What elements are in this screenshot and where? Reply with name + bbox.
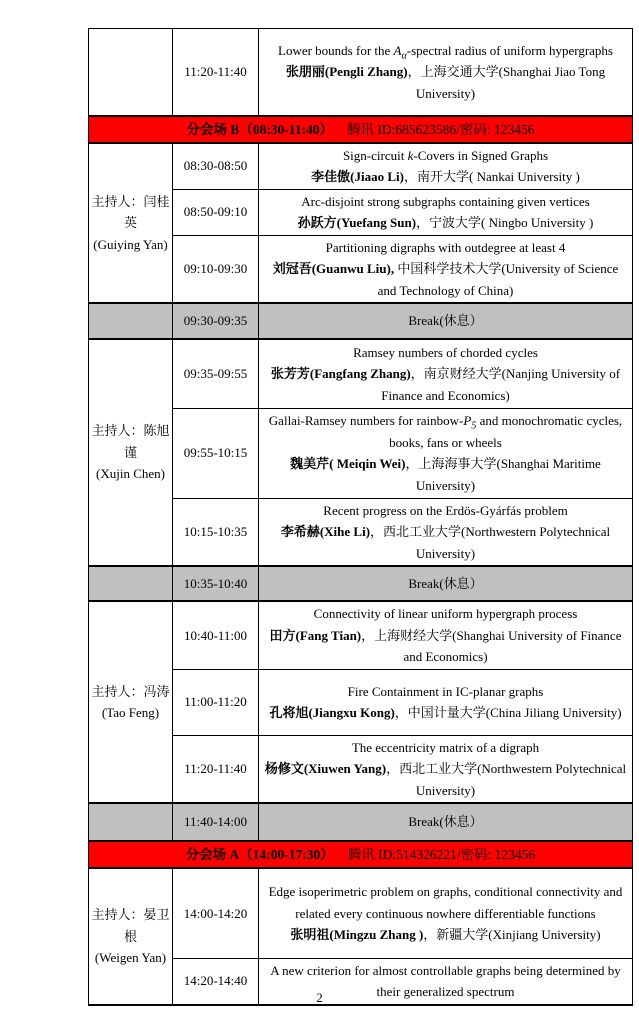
break-row <box>89 566 633 601</box>
talk-cell <box>259 143 633 190</box>
time-cell: 09:10-09:30 <box>173 235 259 303</box>
speaker-affiliation: 中国科学技术大学(University of Science and Technology of China) <box>377 261 619 298</box>
speaker-affiliation: ，新疆大学(Xinjiang University) <box>423 927 601 942</box>
talk-title <box>264 145 627 167</box>
speaker-affiliation: ，南京财经大学(Nanjing University of Finance and Economics) <box>381 366 621 403</box>
time-cell: 10:40-11:00 <box>173 601 259 669</box>
title-text: Lower bounds for the <box>278 42 394 58</box>
talk-cell <box>259 29 633 116</box>
time-cell: 10:15-10:35 <box>173 498 259 566</box>
talk-title <box>264 737 627 759</box>
talk-cell <box>259 189 633 235</box>
chair-cell <box>89 143 173 304</box>
session-banner-cell <box>89 116 633 143</box>
title-text: Partitioning digraphs with outdegree at least 4 <box>325 239 566 255</box>
speaker-name: 孔将旭(Jiangxu Kong) <box>269 705 395 720</box>
break-row <box>89 303 633 339</box>
title-text: -Covers in Signed Graphs <box>413 147 549 163</box>
chair-cell <box>89 601 173 803</box>
break-chair-cell <box>89 303 173 339</box>
chair-cell <box>89 868 173 1005</box>
time-cell: 09:55-10:15 <box>173 408 259 498</box>
speaker-name: 张芳芳(Fangfang Zhang) <box>270 366 411 381</box>
session-banner-title: 分会场 A（14:00-17:30） <box>185 847 334 862</box>
break-chair-cell <box>89 566 173 601</box>
speaker-affiliation: ，西北工业大学(Northwestern Polytechnical University) <box>370 524 611 561</box>
talk-cell <box>259 868 633 958</box>
title-math-sub: 5 <box>471 420 477 432</box>
title-math-var: A <box>393 42 402 58</box>
speaker-name: 李希赫(Xihe Li) <box>280 524 371 539</box>
talk-speaker-line <box>264 924 627 946</box>
title-text: Connectivity of linear uniform hypergraph process <box>313 606 578 621</box>
break-label-cell: Break(休息） <box>259 803 633 841</box>
speaker-name: 杨修文(Xiuwen Yang) <box>264 761 387 776</box>
time-cell: 08:50-09:10 <box>173 189 259 235</box>
speaker-name: 刘冠吾(Guanwu Liu), <box>272 261 395 276</box>
session-banner-meeting-info: 腾讯 ID:514326221/密码: 123456 <box>347 847 536 862</box>
chair-name-en: (Guiying Yan) <box>93 236 168 252</box>
break-row <box>89 803 633 841</box>
break-time-cell: 10:35-10:40 <box>173 566 259 601</box>
speaker-name: 李佳傲(Jiaao Li) <box>311 169 404 184</box>
talk-title <box>264 40 627 62</box>
title-text: and monochromatic cycles, books, fans or wheels <box>389 413 623 450</box>
talk-title <box>264 681 627 703</box>
time-cell: 11:20-11:40 <box>173 735 259 803</box>
title-text: Fire Containment in IC-planar graphs <box>347 683 544 699</box>
talk-speaker-line <box>264 702 627 724</box>
talk-row <box>89 868 633 958</box>
time-cell: 14:20-14:40 <box>173 958 259 1005</box>
session-banner-a <box>89 841 633 868</box>
title-text: A new criterion for almost controllable graphs being determined by their generalized spectrum <box>270 962 621 999</box>
session-banner-b <box>89 116 633 143</box>
time-cell: 11:20-11:40 <box>173 29 259 116</box>
chair-name-cn: 主持人：晏卫根 <box>91 907 170 944</box>
chair-name-cn: 主持人：冯涛 <box>91 683 170 699</box>
time-cell: 09:35-09:55 <box>173 339 259 408</box>
speaker-name: 张朋丽(Pengli Zhang) <box>285 64 408 79</box>
talk-row <box>89 339 633 408</box>
chair-name-en: (Tao Feng) <box>101 705 160 720</box>
speaker-affiliation: ，上海交通大学(Shanghai Jiao Tong University) <box>407 64 606 101</box>
talk-title <box>264 500 627 522</box>
talk-speaker-line <box>264 61 627 104</box>
break-time-cell: 09:30-09:35 <box>173 303 259 339</box>
title-text: -spectral radius of uniform hypergraphs <box>406 42 613 58</box>
chair-name-cn: 主持人：陈旭谨 <box>91 423 170 460</box>
session-banner-title: 分会场 B（08:30-11:40） <box>186 121 334 137</box>
break-chair-cell <box>89 803 173 841</box>
chair-cell <box>89 339 173 566</box>
title-text: Ramsey numbers of chorded cycles <box>353 344 538 360</box>
page-number: 2 <box>316 990 323 1005</box>
talk-speaker-line <box>264 166 627 188</box>
talk-speaker-line <box>264 453 627 496</box>
speaker-name: 魏美芹( Meiqin Wei) <box>290 456 406 471</box>
talk-speaker-line <box>264 521 627 564</box>
title-text: Arc-disjoint strong subgraphs containing given vertices <box>301 193 590 209</box>
talk-title <box>264 881 627 924</box>
time-cell: 14:00-14:20 <box>173 868 259 958</box>
talk-speaker-line <box>264 212 627 234</box>
talk-speaker-line <box>264 758 627 801</box>
session-banner-cell <box>89 841 633 868</box>
talk-speaker-line <box>264 258 627 301</box>
title-math-sub: α <box>401 50 407 62</box>
speaker-name: 田方(Fang Tian) <box>269 627 362 643</box>
talk-cell <box>259 735 633 803</box>
talk-cell <box>259 669 633 735</box>
speaker-affiliation: ，中国计量大学(China Jiliang University) <box>394 705 622 720</box>
talk-title <box>264 237 627 259</box>
conference-schedule-table <box>88 28 633 1006</box>
speaker-name: 孙跃方(Yuefang Sun) <box>297 215 417 230</box>
time-cell: 11:00-11:20 <box>173 669 259 735</box>
title-text: Recent progress on the Erdös-Gyárfás problem <box>323 502 568 518</box>
session-banner-meeting-info: 腾讯 ID:685623586/密码: 123456 <box>347 121 535 137</box>
chair-name-en: (Weigen Yan) <box>94 950 167 965</box>
talk-speaker-line <box>264 363 627 406</box>
talk-speaker-line <box>264 625 627 668</box>
speaker-name: 张明祖(Mingzu Zhang ) <box>290 927 424 942</box>
talk-cell <box>259 408 633 498</box>
talk-cell <box>259 235 633 303</box>
talk-cell <box>259 339 633 408</box>
talk-row <box>89 29 633 116</box>
break-time-cell: 11:40-14:00 <box>173 803 259 841</box>
chair-cell-empty <box>89 29 173 116</box>
talk-title <box>264 191 627 213</box>
speaker-affiliation: ，西北工业大学(Northwestern Polytechnical University) <box>386 761 627 798</box>
break-label-cell: Break(休息） <box>259 303 633 339</box>
speaker-affiliation: ，南开大学( Nankai University ) <box>403 169 580 184</box>
talk-cell <box>259 601 633 669</box>
title-math-var: k <box>407 147 414 163</box>
speaker-affiliation: ，上海海事大学(Shanghai Maritime University) <box>405 456 601 493</box>
title-text: Sign-circuit <box>342 147 408 163</box>
talk-cell <box>259 498 633 566</box>
talk-title <box>264 603 627 625</box>
time-cell: 08:30-08:50 <box>173 143 259 190</box>
title-text: The eccentricity matrix of a digraph <box>351 739 540 755</box>
speaker-affiliation: ，宁波大学( Ningbo University ) <box>416 215 594 230</box>
chair-name-en: (Xujin Chen) <box>96 466 165 482</box>
title-text: Gallai-Ramsey numbers for rainbow- <box>268 413 464 428</box>
chair-name-cn: 主持人：闫桂英 <box>91 193 170 230</box>
talk-row <box>89 601 633 669</box>
speaker-affiliation: ，上海财经大学(Shanghai University of Finance and Economics) <box>361 627 622 664</box>
talk-title <box>264 342 627 364</box>
title-text: Edge isoperimetric problem on graphs, conditional connectivity and related every continuous nowhere differentiable functions <box>268 884 623 921</box>
talk-row <box>89 143 633 190</box>
title-math-var: P <box>463 413 472 428</box>
talk-title <box>264 410 627 453</box>
break-label-cell: Break(休息） <box>259 566 633 601</box>
